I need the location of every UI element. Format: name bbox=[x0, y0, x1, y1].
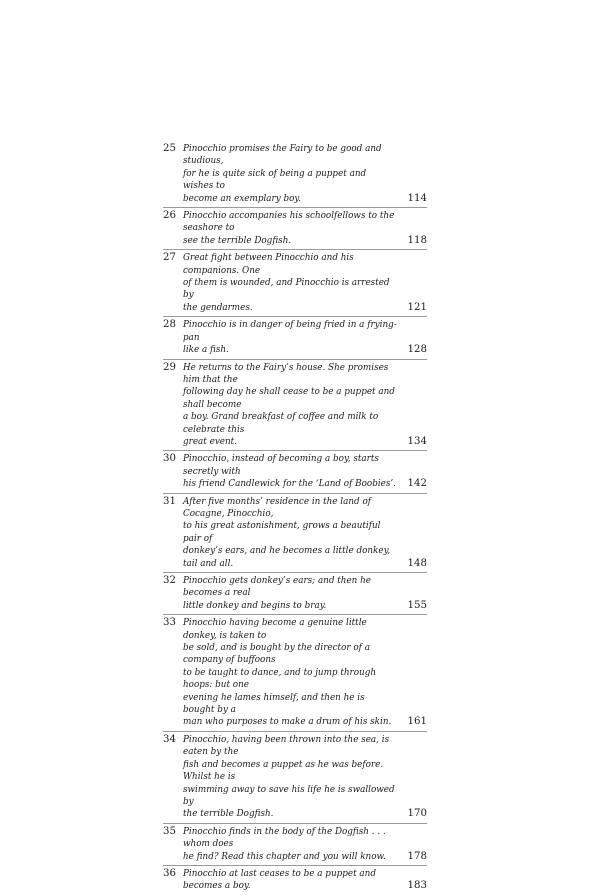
chapter-number: 35 bbox=[163, 825, 176, 837]
table-of-contents bbox=[163, 141, 427, 895]
chapter-number: 30 bbox=[163, 453, 176, 465]
toc-entry-25 bbox=[163, 141, 427, 208]
chapter-title: Pinocchio promises the Fairy to be good and studious, for he is quite sick of being a puppet and wishes to become an exemplary boy. bbox=[183, 144, 382, 204]
page-number: 155 bbox=[407, 599, 427, 611]
chapter-number: 36 bbox=[163, 867, 176, 879]
chapter-number: 32 bbox=[163, 575, 176, 586]
page-number: 178 bbox=[407, 850, 427, 862]
page-number: 161 bbox=[407, 716, 427, 728]
chapter-title: Pinocchio at last ceases to be a puppet and becomes a boy. bbox=[183, 868, 376, 892]
chapter-title: Pinocchio having become a genuine little donkey, is taken to be sold, and is bought by the director of a company of buffoons to be taught to dance, and to jump through hoops: but one evening he lames himself, and then he is bought by a man who purposes to make a drum of his skin. bbox=[183, 618, 392, 728]
chapter-title: Pinocchio accompanies his schoolfellows to the seashore to see the terrible Dogfish. bbox=[183, 211, 395, 246]
chapter-title: Great fight between Pinocchio and his companions. One of them is wounded, and Pinocchio is arrested by the gendarmes. bbox=[183, 253, 390, 313]
toc-entry-29 bbox=[163, 360, 427, 452]
toc-entry-32 bbox=[163, 573, 427, 615]
page-number: 134 bbox=[407, 435, 427, 447]
page-number: 121 bbox=[407, 301, 427, 313]
toc-entry-35 bbox=[163, 824, 427, 866]
toc-entry-30 bbox=[163, 451, 427, 493]
chapter-title: He returns to the Fairy’s house. She promises him that the following day he shall cease to be a puppet and shall become a boy. Grand breakfast of coffee and milk to celebrate this great event. bbox=[183, 362, 395, 447]
chapter-title: Pinocchio, having been thrown into the sea, is eaten by the fish and becomes a puppet as he was before. Whilst he is swimming away to save his life he is swallowed by the terrible Dogfish. bbox=[183, 734, 395, 820]
page-number: 128 bbox=[407, 344, 427, 356]
toc-entry-28 bbox=[163, 317, 427, 359]
chapter-title: After five months’ residence in the land of Cocagne, Pinocchio, to his great astonishment, grows a beautiful pair of donkey’s ears, and he becomes a little donkey, tail and all. bbox=[183, 496, 391, 569]
chapter-title: Pinocchio finds in the body of the Dogfish . . . whom does he find? Read this chapter and you will know. bbox=[183, 826, 386, 862]
page-number: 183 bbox=[407, 880, 427, 892]
page-number: 114 bbox=[407, 192, 427, 204]
chapter-number: 34 bbox=[163, 733, 176, 745]
page-number: 170 bbox=[407, 808, 427, 820]
chapter-number: 27 bbox=[163, 252, 176, 264]
toc-entry-33 bbox=[163, 615, 427, 732]
chapter-number: 33 bbox=[163, 617, 176, 629]
chapter-number: 26 bbox=[163, 210, 176, 222]
toc-entry-36 bbox=[163, 866, 427, 895]
page-number: 142 bbox=[407, 478, 427, 490]
chapter-number: 29 bbox=[163, 361, 176, 373]
page-number: 148 bbox=[407, 557, 427, 569]
toc-entry-34 bbox=[163, 732, 427, 824]
toc-entry-26 bbox=[163, 208, 427, 250]
chapter-title: Pinocchio is in danger of being fried in a frying-pan like a fish. bbox=[183, 320, 397, 356]
toc-entry-27 bbox=[163, 250, 427, 317]
toc-entry-31 bbox=[163, 494, 427, 573]
page-number: 118 bbox=[407, 234, 427, 246]
chapter-number: 25 bbox=[163, 143, 176, 154]
chapter-number: 28 bbox=[163, 319, 176, 331]
chapter-title: Pinocchio, instead of becoming a boy, starts secretly with his friend Candlewick for the ‘Land of Boobies’. bbox=[183, 454, 396, 490]
chapter-number: 31 bbox=[163, 495, 176, 507]
chapter-title: Pinocchio gets donkey’s ears; and then he becomes a real little donkey and begins to bray. bbox=[183, 576, 372, 611]
